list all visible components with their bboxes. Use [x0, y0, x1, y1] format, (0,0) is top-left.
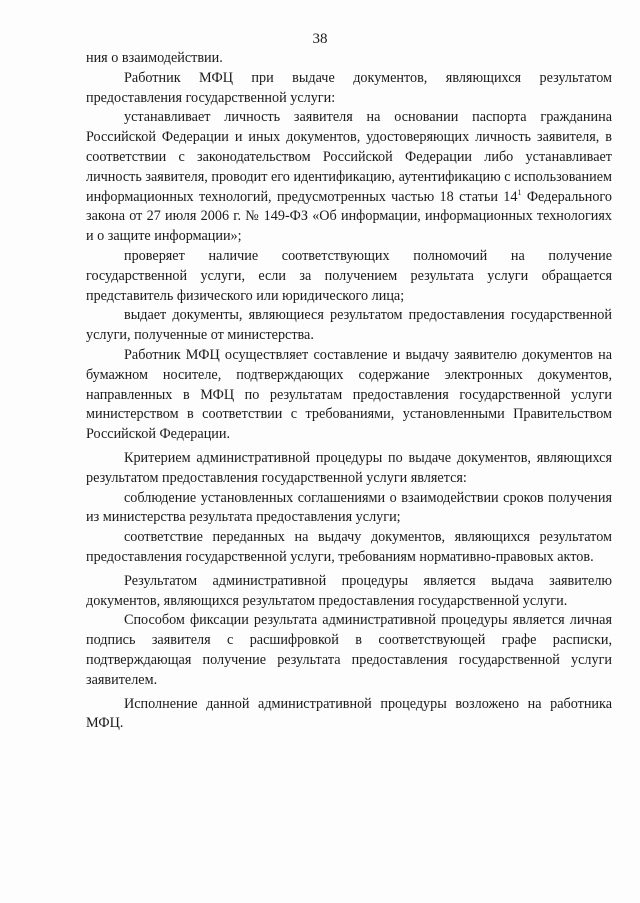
paragraph-authority-check: проверяет наличие соответствующих полномочий на получение государственной услуги, если за получением результата услуги обращается представитель физического или юридического лица;: [86, 247, 612, 304]
paragraph-execution: Исполнение данной административной процедуры возложено на работника МФЦ.: [86, 695, 612, 732]
paragraph-deadlines: соблюдение установленных соглашениями о взаимодействии сроков получения из министерства результата предоставления услуги;: [86, 489, 612, 526]
paragraph-paper-documents: Работник МФЦ осуществляет составление и выдачу заявителю документов на бумажном носителе, подтверждающих содержание электронных документов, направленных в МФЦ по результатам предоставления государственной услуги министерством в соответствии с требованиями, установленными Правительством Российской Федерации.: [86, 346, 612, 443]
paragraph-compliance: соответствие переданных на выдачу документов, являющихся результатом предоставления государственной услуги, требованиям нормативно-правовых актов.: [86, 529, 612, 565]
identity-text-part2: Федерального закона от 27 июля 2006 г. № 149-ФЗ «Об информации, информационных технологиях и о защите информации»;: [86, 188, 612, 245]
paragraph-issue-documents: выдает документы, являющиеся результатом предоставления государственной услуги, полученные от министерства.: [86, 307, 612, 344]
paragraph-mfc-duties-intro: Работник МФЦ при выдаче документов, являющихся результатом предоставления государственной услуги:: [86, 69, 612, 106]
paragraph-criterion: Критерием административной процедуры по выдаче документов, являющихся результатом предоставления государственной услуги является:: [86, 449, 612, 486]
identity-text-part1: устанавливает личность заявителя на основании паспорта гражданина Российской Федерации и иных документов, удостоверяющих личность заявителя, в соответствии с законодательством Российской Федерации либо устанавливает личность заявителя, проводит его идентификацию, аутентификацию с использованием информационных технологий, предусмотренных частью 18 статьи 14: [86, 109, 612, 205]
paragraph-result: Результатом административной процедуры является выдача заявителю документов, являющихся результатом предоставления государственной услуги.: [86, 572, 612, 609]
paragraph-identity-verification: [86, 108, 612, 247]
document-body: [86, 49, 612, 734]
paragraph-continuation: ния о взаимодействии.: [86, 50, 223, 66]
page-number: 38: [312, 31, 328, 47]
superscript-footnote: 1: [517, 187, 522, 197]
paragraph-fixation-method: Способом фиксации результата административной процедуры является личная подпись заявителя с расшифровкой в соответствующей графе расписки, подтверждающая получение результата предоставления государственной услуги заявителем.: [86, 612, 612, 688]
